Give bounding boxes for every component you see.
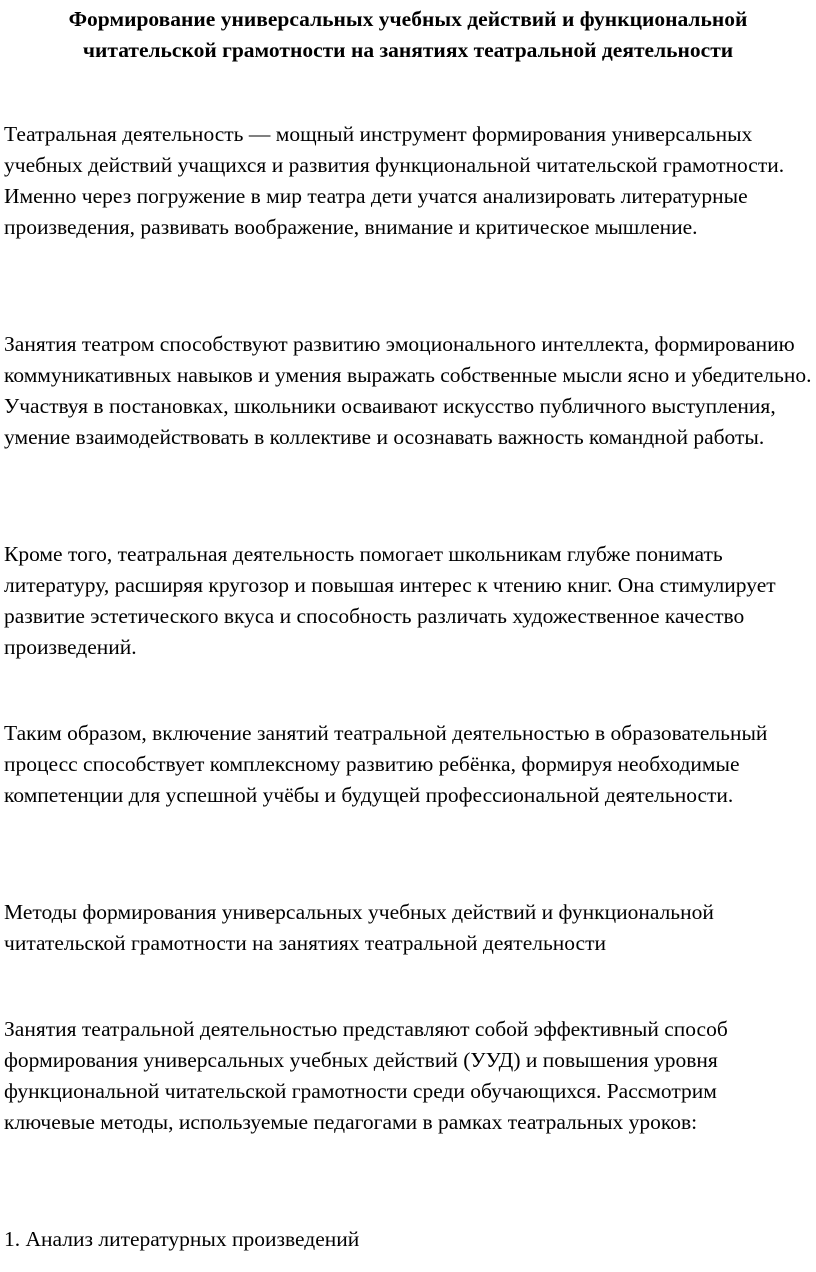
paragraph-intro: Театральная деятельность — мощный инструмент формирования универсальных учебных действий учащихся и развития функциональной читательской грамотности. Именно через погружение в мир театра дети учатся анализировать литературные произведения, развивать воображение, внимание и критическое мышление. [4,122,785,239]
paragraph-theatre-benefits: Занятия театром способствуют развитию эмоционального интеллекта, формированию коммуникативных навыков и умения выражать собственные мысли ясно и убедительно. Участвуя в постановках, школьники осваивают искусство публичного выступления, умение взаимодействовать в коллективе и осознавать важность командной работы. [4,332,812,449]
section-heading-methods: Методы формирования универсальных учебных действий и функциональной читательской грамотности на занятиях театральной деятельности [4,900,714,955]
paragraph-literature: Кроме того, театральная деятельность помогает школьникам глубже понимать литературу, расширяя кругозор и повышая интерес к чтению книг. Она стимулирует развитие эстетического вкуса и способность различать художественное качество произведений. [4,542,776,659]
list-item-method-1: 1. Анализ литературных произведений [4,1227,360,1251]
paragraph-methods-intro: Занятия театральной деятельностью представляют собой эффективный способ формирования универсальных учебных действий (УУД) и повышения уровня функциональной читательской грамотности среди обучающихся. Рассмотрим ключевые методы, используемые педагогами в рамках театральных уроков: [4,1017,728,1134]
document-title: Формирование универсальных учебных действий и функциональной читательской грамотности на занятиях театральной деятельности [68,7,748,62]
paragraph-conclusion: Таким образом, включение занятий театральной деятельностью в образовательный процесс способствует комплексному развитию ребёнка, формируя необходимые компетенции для успешной учёбы и будущей профессиональной деятельности. [4,721,768,807]
